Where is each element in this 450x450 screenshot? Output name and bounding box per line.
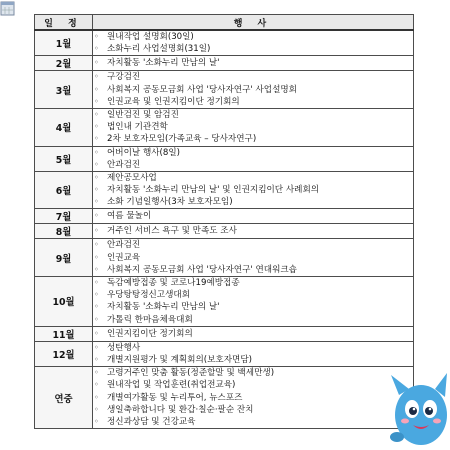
event-item: ◦ 소화 기념일행사(3차 보호자모임) bbox=[93, 196, 413, 208]
event-item: ◦ 성탄행사 bbox=[93, 342, 413, 354]
column-header-events: 행 사 bbox=[93, 15, 414, 31]
event-list bbox=[93, 277, 413, 326]
table-row bbox=[35, 224, 414, 239]
event-item: ◦ 자치활동 '소화누리 만남의 날' 및 인권지킴이단 사례회의 bbox=[93, 184, 413, 196]
month-cell: 1월 bbox=[35, 30, 93, 56]
event-item: ◦ 여름 물놀이 bbox=[93, 210, 413, 222]
month-cell: 8월 bbox=[35, 224, 93, 239]
event-item: ◦ 자치활동 '소화누리 만남의 날' bbox=[93, 57, 413, 69]
event-item: ◦ 생일축하합니다 및 환갑·칠순·팔순 잔치 bbox=[93, 404, 413, 416]
events-cell bbox=[93, 367, 414, 429]
event-list bbox=[93, 342, 413, 366]
month-cell: 11월 bbox=[35, 326, 93, 341]
table-row bbox=[35, 341, 414, 366]
event-item: ◦ 원내작업 설명회(30일) bbox=[93, 31, 413, 43]
event-item: ◦ 우당탕탕정신고생대회 bbox=[93, 289, 413, 301]
month-cell: 7월 bbox=[35, 209, 93, 224]
events-cell bbox=[93, 30, 414, 56]
event-item: ◦ 소화누리 사업설명회(31일) bbox=[93, 43, 413, 55]
table-row bbox=[35, 30, 414, 56]
month-cell: 6월 bbox=[35, 171, 93, 209]
event-item: ◦ 고령거주인 맞춤 활동(정준할말 및 백세만생) bbox=[93, 367, 413, 379]
event-list bbox=[93, 172, 413, 209]
event-list bbox=[93, 210, 413, 222]
month-cell: 9월 bbox=[35, 239, 93, 277]
event-item: ◦ 인권교육 및 인권지킴이단 정기회의 bbox=[93, 96, 413, 108]
month-cell: 12월 bbox=[35, 341, 93, 366]
events-cell bbox=[93, 171, 414, 209]
events-cell bbox=[93, 146, 414, 171]
event-list bbox=[93, 31, 413, 55]
table-row bbox=[35, 146, 414, 171]
event-item: ◦ 정신과상담 및 건강교육 bbox=[93, 416, 413, 428]
mascot-illustration bbox=[385, 365, 450, 450]
table-row bbox=[35, 367, 414, 429]
table-row bbox=[35, 171, 414, 209]
events-cell bbox=[93, 341, 414, 366]
events-cell bbox=[93, 209, 414, 224]
event-list bbox=[93, 367, 413, 428]
annual-schedule-table bbox=[34, 14, 414, 429]
table-row bbox=[35, 56, 414, 71]
month-cell: 3월 bbox=[35, 71, 93, 109]
event-item: ◦ 일반검진 및 암검진 bbox=[93, 109, 413, 121]
table-header-row bbox=[35, 15, 414, 31]
event-item: ◦ 안과검진 bbox=[93, 239, 413, 251]
event-list bbox=[93, 225, 413, 237]
event-item: ◦ 개별여가활동 및 누리투어, 뉴스포즈 bbox=[93, 392, 413, 404]
page-title-strip bbox=[70, 0, 400, 6]
event-item: ◦ 제안공모사업 bbox=[93, 172, 413, 184]
month-cell: 5월 bbox=[35, 146, 93, 171]
event-list bbox=[93, 71, 413, 108]
event-item: ◦ 구강검진 bbox=[93, 71, 413, 83]
table-row bbox=[35, 326, 414, 341]
month-cell: 10월 bbox=[35, 277, 93, 327]
table-row bbox=[35, 71, 414, 109]
table-row bbox=[35, 239, 414, 277]
events-cell bbox=[93, 108, 414, 146]
calendar-icon bbox=[0, 0, 15, 16]
month-cell: 2월 bbox=[35, 56, 93, 71]
events-cell bbox=[93, 239, 414, 277]
event-item: ◦ 거주인 서비스 욕구 및 만족도 조사 bbox=[93, 225, 413, 237]
event-item: ◦ 독감예방접종 및 코로나19예방접종 bbox=[93, 277, 413, 289]
event-item: ◦ 가톨릭 한마음체육대회 bbox=[93, 314, 413, 326]
table-row bbox=[35, 108, 414, 146]
event-item: ◦ 원내작업 및 작업훈련(취업전교육) bbox=[93, 379, 413, 391]
event-item: ◦ 자치활동 '소화누리 만남의 날' bbox=[93, 301, 413, 313]
events-cell bbox=[93, 326, 414, 341]
event-item: ◦ 법인내 기관견학 bbox=[93, 121, 413, 133]
event-item: ◦ 인권교육 bbox=[93, 252, 413, 264]
event-list bbox=[93, 57, 413, 69]
table-row bbox=[35, 209, 414, 224]
schedule-body bbox=[35, 30, 414, 429]
event-item: ◦ 안과검진 bbox=[93, 159, 413, 171]
month-cell: 연중 bbox=[35, 367, 93, 429]
event-item: ◦ 2차 보호자모임(가족교육 – 당사자연구) bbox=[93, 133, 413, 145]
event-list bbox=[93, 328, 413, 340]
events-cell bbox=[93, 277, 414, 327]
month-cell: 4월 bbox=[35, 108, 93, 146]
event-item: ◦ 인권지킴이단 정기회의 bbox=[93, 328, 413, 340]
event-list bbox=[93, 147, 413, 171]
event-item: ◦ 사회복지 공동모금회 사업 '당사자연구' 연대워크숍 bbox=[93, 264, 413, 276]
column-header-month: 일 정 bbox=[35, 15, 93, 31]
events-cell bbox=[93, 56, 414, 71]
event-item: ◦ 어버이날 행사(8일) bbox=[93, 147, 413, 159]
events-cell bbox=[93, 224, 414, 239]
table-row bbox=[35, 277, 414, 327]
event-list bbox=[93, 239, 413, 276]
event-list bbox=[93, 109, 413, 146]
event-item: ◦ 사회복지 공동모금회 사업 '당사자연구' 사업설명회 bbox=[93, 84, 413, 96]
events-cell bbox=[93, 71, 414, 109]
event-item: ◦ 개별지원평가 및 계획회의(보호자면담) bbox=[93, 354, 413, 366]
